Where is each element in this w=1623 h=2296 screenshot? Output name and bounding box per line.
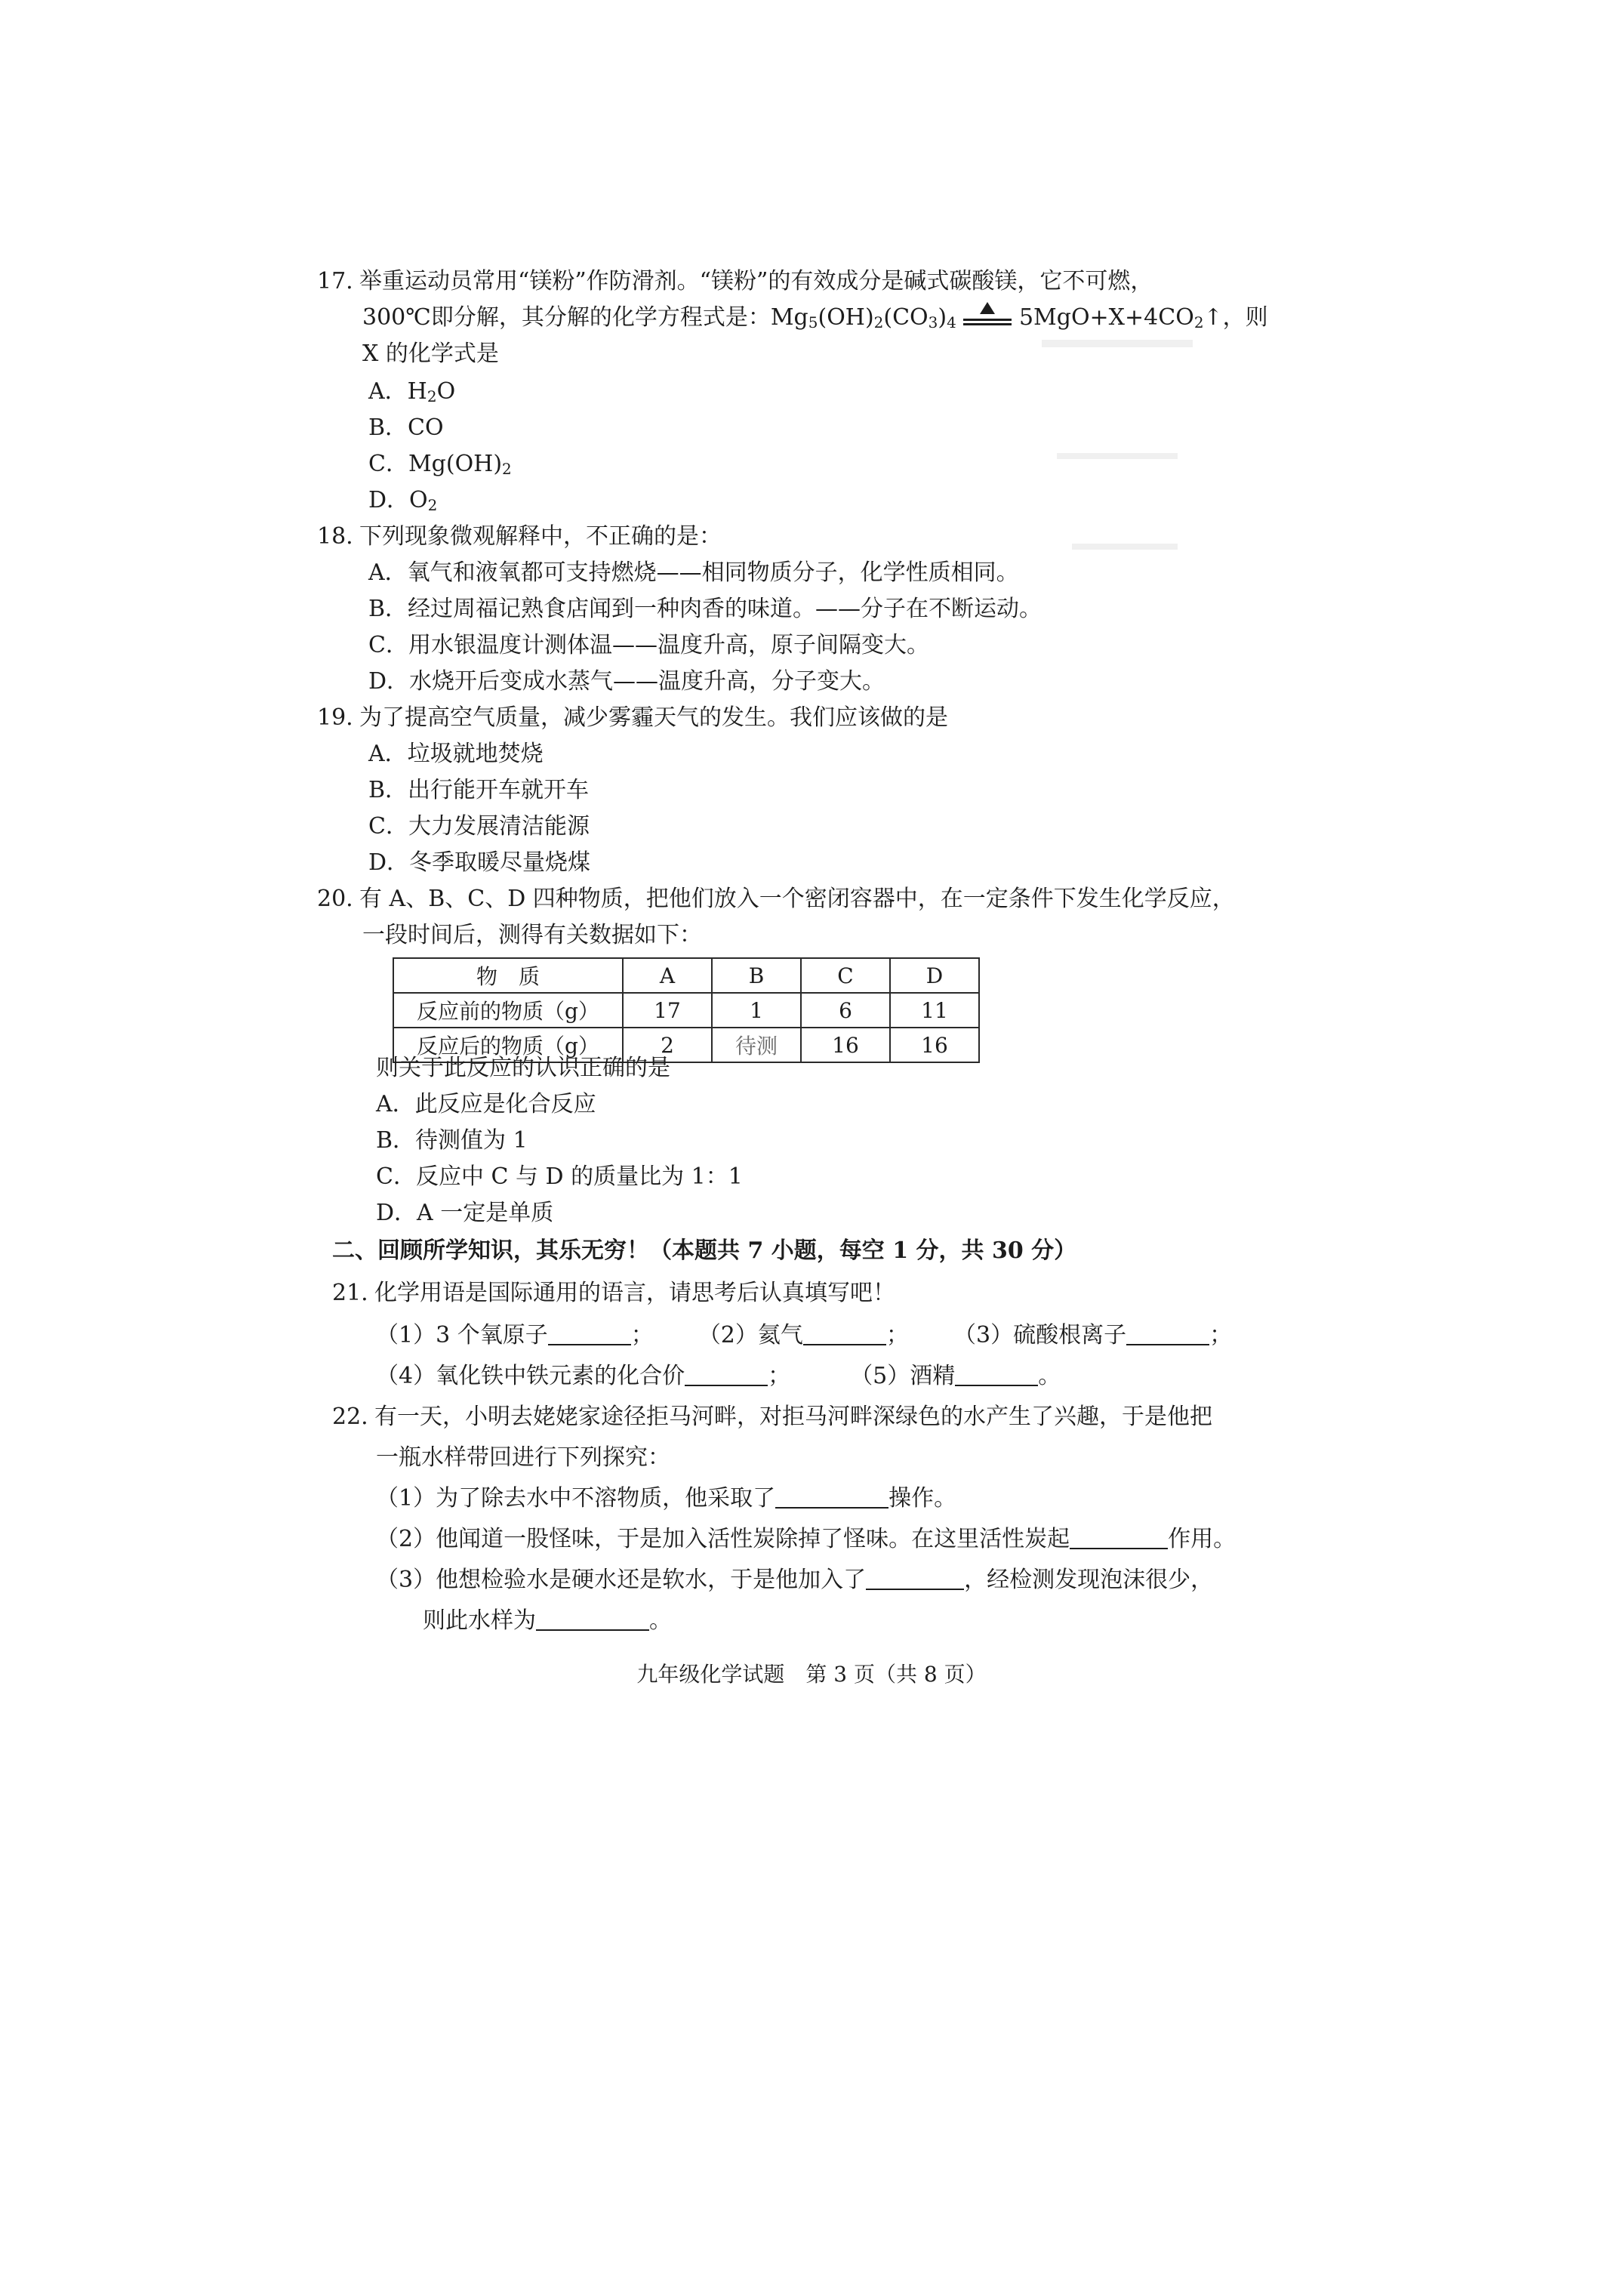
option-a: A．氧气和液氧都可支持燃烧——相同物质分子，化学性质相同。	[368, 559, 1019, 586]
answer-blank[interactable]	[1070, 1525, 1168, 1549]
question-22-part-3b: 则此水样为 。	[423, 1607, 672, 1634]
option-c: C．反应中 C 与 D 的质量比为 1：1	[376, 1163, 743, 1190]
option-c: C．用水银温度计测体温——温度升高，原子间隔变大。	[368, 632, 929, 658]
table-cell: 16	[890, 1028, 979, 1062]
question-22-stem-2: 一瓶水样带回进行下列探究：	[376, 1444, 670, 1471]
question-number: 20.	[317, 886, 353, 912]
option-b: B．出行能开车就开车	[368, 777, 590, 803]
table-cell: 17	[623, 993, 712, 1028]
option-b: B．经过周福记熟食店闻到一种肉香的味道。——分子在不断运动。	[368, 596, 1042, 622]
question-17-equation-line: 300℃即分解，其分解的化学方程式是：$Mg_5(OH)_2(CO_3)_4$ $5MgO+X+4CO_2↑$，则	[362, 300, 1268, 340]
table-cell: C	[801, 958, 890, 993]
question-20-stem-3: 则关于此反应的认识正确的是	[376, 1055, 670, 1081]
option-a: A．此反应是化合反应	[376, 1091, 596, 1117]
question-21-row-1: （1）3 个氧原子 ； （2）氦气 ； （3）硫酸根离子 ；	[376, 1322, 1233, 1348]
table-cell: 1	[712, 993, 801, 1028]
table-cell: 11	[890, 993, 979, 1028]
question-17-ask: X 的化学式是	[362, 341, 499, 367]
table-cell: A	[623, 958, 712, 993]
page-footer: 九年级化学试题 第 3 页（共 8 页）	[636, 1662, 987, 1687]
question-22-part-2: （2）他闻道一股怪味，于是加入活性炭除掉了怪味。在这里活性炭起 作用。	[376, 1526, 1236, 1552]
table-cell: 物 质	[393, 958, 623, 993]
mass-data-table	[393, 957, 980, 1063]
table-cell: 反应后的物质（g）	[393, 1028, 623, 1062]
answer-blank[interactable]	[1126, 1321, 1209, 1345]
question-21	[332, 1276, 895, 1311]
table-row	[393, 993, 979, 1028]
question-20	[317, 882, 1235, 917]
answer-blank[interactable]	[775, 1484, 888, 1509]
option-b: B．CO	[368, 415, 444, 441]
option-d: D．A 一定是单质	[376, 1200, 554, 1226]
table-cell: 待测	[712, 1028, 801, 1062]
heating-reaction-arrow-icon	[963, 307, 1012, 328]
answer-blank[interactable]	[955, 1362, 1038, 1386]
question-19	[317, 701, 948, 735]
question-18	[317, 519, 722, 554]
question-20-stem-2: 一段时间后，测得有关数据如下：	[362, 922, 702, 948]
scan-smudge	[1072, 544, 1178, 550]
answer-blank[interactable]	[685, 1362, 768, 1386]
table-cell: D	[890, 958, 979, 993]
question-22-part-1: （1）为了除去水中不溶物质，他采取了 操作。	[376, 1485, 957, 1512]
answer-blank[interactable]	[803, 1321, 886, 1345]
option-a: A．垃圾就地焚烧	[368, 741, 544, 767]
question-stem: 下列现象微观解释中，不正确的是：	[359, 523, 722, 550]
table-cell: B	[712, 958, 801, 993]
question-number: 21.	[332, 1280, 368, 1306]
table-cell: 反应前的物质（g）	[393, 993, 623, 1028]
section-2-heading: 二、回顾所学知识，其乐无穷！（本题共 7 小题，每空 1 分，共 30 分）	[332, 1237, 1077, 1264]
question-stem: 举重运动员常用“镁粉”作防滑剂。“镁粉”的有效成分是碱式碳酸镁，它不可燃，	[359, 268, 1153, 294]
table-cell: 2	[623, 1028, 712, 1062]
scan-smudge	[1057, 453, 1178, 459]
option-d: D．冬季取暖尽量烧煤	[368, 849, 591, 876]
option-c: C．$Mg(OH)_2$	[368, 451, 512, 478]
answer-blank[interactable]	[536, 1607, 649, 1631]
question-22	[332, 1400, 1212, 1435]
scan-smudge	[1042, 340, 1193, 347]
option-a: A．$H_2O$	[368, 378, 456, 405]
question-stem: 有 A、B、C、D 四种物质，把他们放入一个密闭容器中，在一定条件下发生化学反应，	[359, 886, 1235, 912]
question-stem: 化学用语是国际通用的语言，请思考后认真填写吧！	[374, 1280, 895, 1306]
question-17	[317, 264, 1153, 299]
table-header-row	[393, 958, 979, 993]
table-cell: 6	[801, 993, 890, 1028]
answer-blank[interactable]	[548, 1321, 631, 1345]
question-number: 17.	[317, 268, 353, 294]
option-b: B．待测值为 1	[376, 1127, 528, 1154]
question-22-part-3: （3）他想检验水是硬水还是软水，于是他加入了 ，经检测发现泡沫很少，	[376, 1567, 1214, 1593]
option-d: D．$O_2$	[368, 487, 438, 514]
question-stem: 为了提高空气质量，减少雾霾天气的发生。我们应该做的是	[359, 704, 948, 731]
option-c: C．大力发展清洁能源	[368, 813, 590, 840]
option-d: D．水烧开后变成水蒸气——温度升高，分子变大。	[368, 668, 885, 695]
question-21-row-2: （4）氧化铁中铁元素的化合价 ； （5）酒精 。	[376, 1363, 1061, 1389]
table-cell: 16	[801, 1028, 890, 1062]
question-number: 22.	[332, 1404, 368, 1430]
question-number: 19.	[317, 704, 353, 731]
answer-blank[interactable]	[866, 1566, 964, 1590]
question-number: 18.	[317, 523, 353, 550]
question-stem: 有一天，小明去姥姥家途径拒马河畔，对拒马河畔深绿色的水产生了兴趣，于是他把	[374, 1404, 1212, 1430]
